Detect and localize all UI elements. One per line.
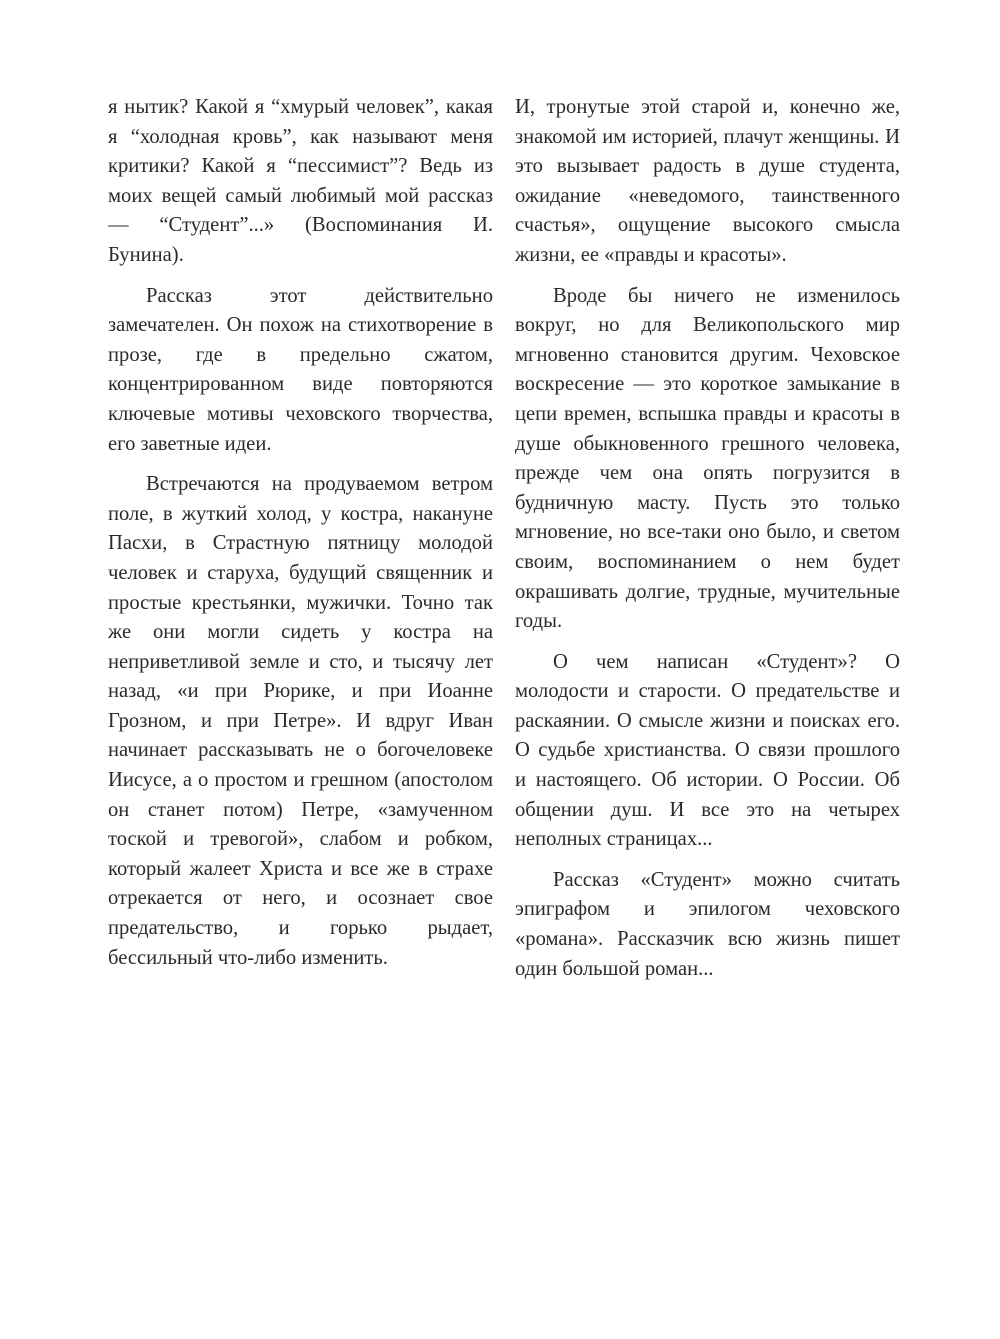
- paragraph: я нытик? Какой я “хмурый человек”, какая я “холодная кровь”, как называют меня критики? Какой я “пессимист”? Ведь из моих вещей самый любимый мой рассказ — “Студент”...» (Воспоминания И. Бунина).: [108, 96, 493, 266]
- paragraph: О чем написан «Студент»? О молодости и старости. О предательстве и раскаянии. О смысле жизни и поисках его. О судьбе христианства. О связи прошлого и настоящего. Об истории. О России. Об общении душ. И все это на четырех неполных страницах...: [515, 650, 900, 851]
- paragraph: Рассказ этот действительно замечателен. Он похож на стихотворение в прозе, где в предельно сжатом, концентрированном виде повторяются ключевые мотивы чеховского творчества, его заветные идеи.: [108, 284, 493, 455]
- paragraph: Встречаются на продуваемом ветром поле, в жуткий холод, у костра, накануне Пасхи, в Страстную пятницу молодой человек и старуха, будущий священник и простые крестьянки, мужички. Точно так же они могли сидеть у костра на неприветливой земле и сто, и тысячу лет назад, «и при Рюрике, и при Иоанне Грозном, и при Петре». И вдруг Иван начинает рассказывать не о богочеловеке Иисусе, а о простом и грешном (апостолом он станет потом) Петре, «замученном тоской и тревогой», слабом и робком, который жалеет Христа и все же в страхе отрекается от него, и осознает свое предательство, и горько рыдает, бессильный что-либо изменить.: [108, 473, 493, 969]
- left-text-column: [108, 93, 493, 984]
- paragraph: Рассказ «Студент» можно считать эпиграфом и эпилогом чеховского «романа». Рассказчик всю жизнь пишет один большой роман...: [515, 868, 900, 980]
- paragraph: Вроде бы ничего не изменилось вокруг, но для Великопольского мир мгновенно становится другим. Чеховское воскресение — это короткое замыкание в цепи времен, вспышка правды и красоты в душе обыкновенного грешного человека, прежде чем она опять погрузится в будничную масту. Пусть это только мгновение, но все-таки оно было, и светом своим, воспоминанием о нем будет окрашивать долгие, трудные, мучительные годы.: [515, 284, 900, 633]
- paragraph: И, тронутые этой старой и, конечно же, знакомой им историей, плачут женщины. И это вызывает радость в душе студента, ожидание «неведомого, таинственного счастья», ощущение высокого смысла жизни, ее «правды и красоты».: [515, 96, 900, 266]
- right-text-column: [515, 93, 900, 995]
